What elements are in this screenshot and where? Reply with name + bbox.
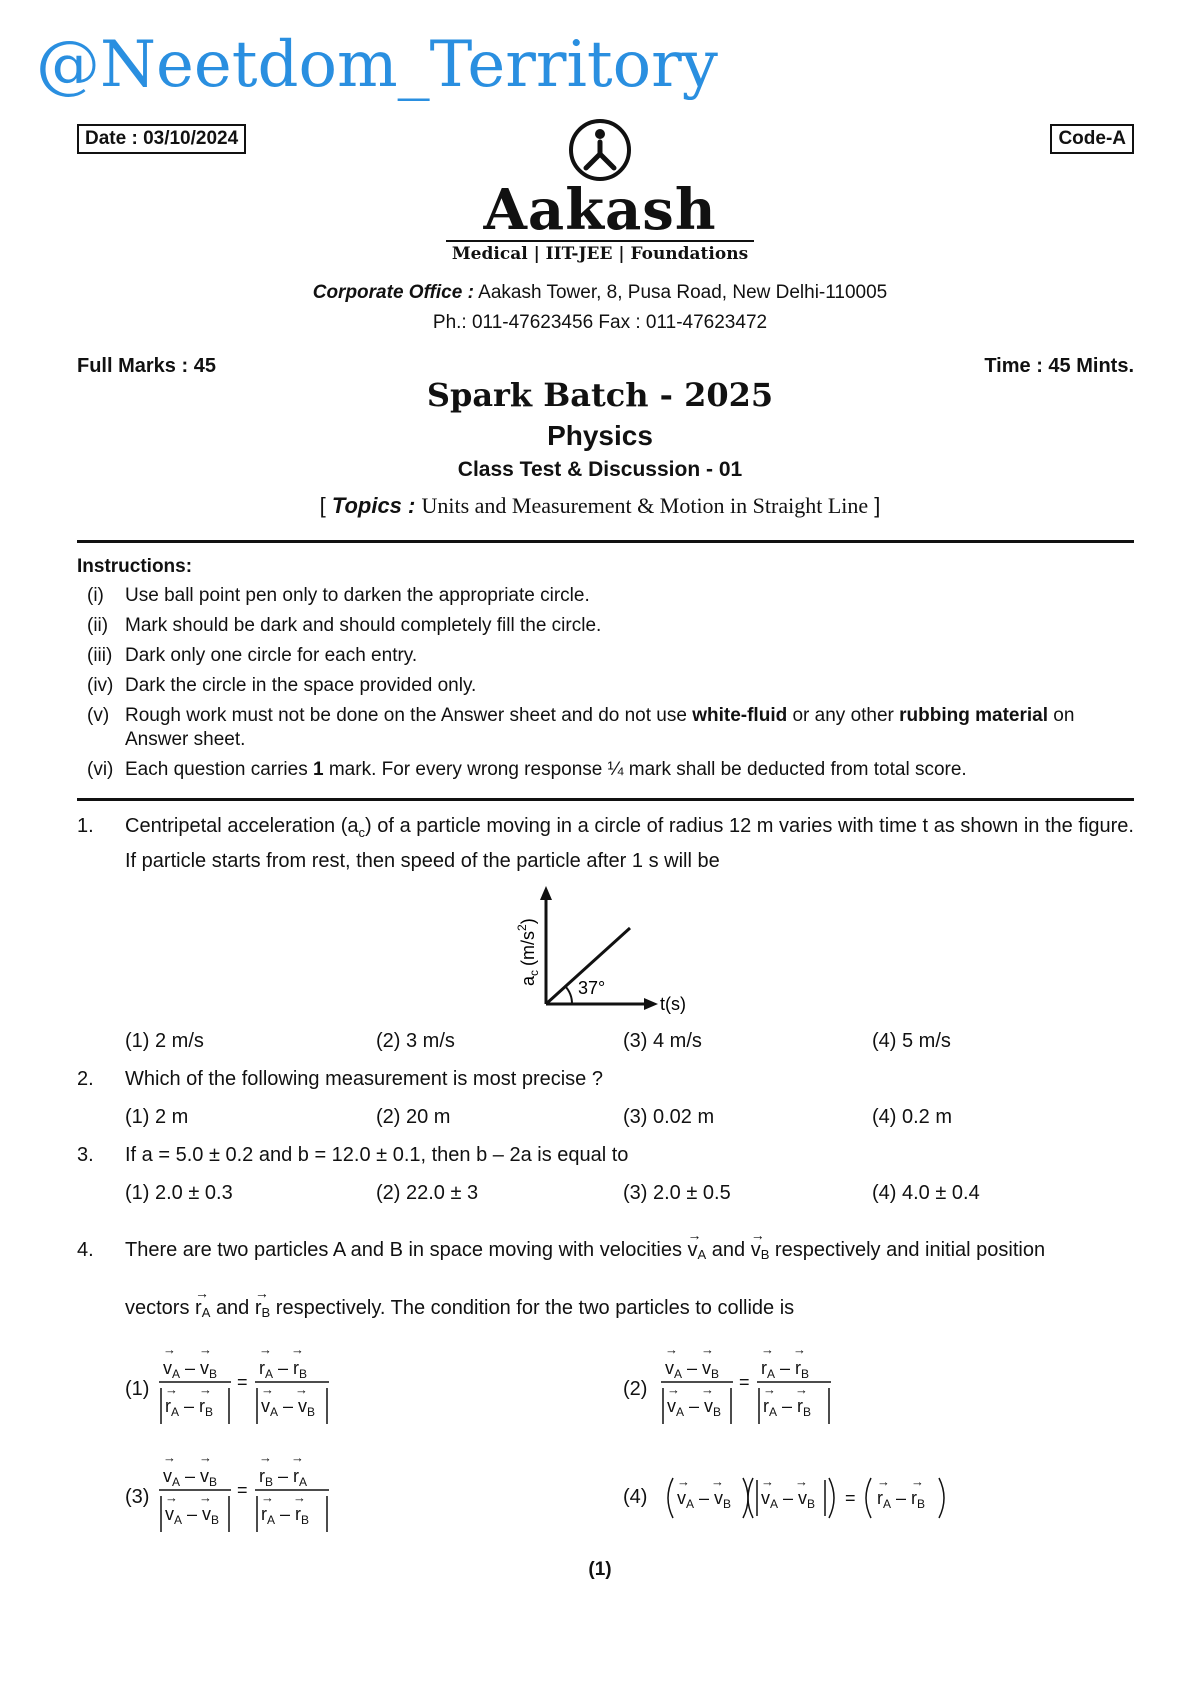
svg-text:=: = xyxy=(237,1480,248,1500)
instruction-num: (iii) xyxy=(87,645,113,666)
time-limit: Time : 45 Mints. xyxy=(984,355,1134,377)
option[interactable]: (3) 2.0 ± 0.5 xyxy=(623,1182,731,1204)
option[interactable]: (1) 2 m/s xyxy=(125,1030,204,1052)
instruction-text: Dark only one circle for each entry. xyxy=(125,645,418,666)
instruction-num: (vi) xyxy=(87,759,114,780)
svg-text:→: → xyxy=(199,1382,212,1397)
svg-text:ac(m/s2): $a_c(m/s^2)$ xyxy=(515,918,541,986)
svg-text:→: → xyxy=(911,1474,924,1489)
office-label: Corporate Office : xyxy=(312,282,474,303)
divider xyxy=(77,540,1134,543)
svg-text:→: → xyxy=(199,1490,212,1505)
watermark: @Neetdom_Territory xyxy=(36,28,718,102)
corporate-office xyxy=(0,282,1200,304)
angle-arc xyxy=(565,986,572,1004)
svg-text:→: → xyxy=(293,1490,306,1505)
formula-icon xyxy=(159,1340,359,1436)
option[interactable]: (1) 2 m xyxy=(125,1106,189,1128)
office-address: Aakash Tower, 8, Pusa Road, New Delhi-110005 xyxy=(478,282,888,303)
instruction-text: Mark should be dark and should completely fill the circle. xyxy=(125,615,602,636)
phone-fax: Ph.: 011-47623456 Fax : 011-47623472 xyxy=(432,312,768,333)
question-number: 3. xyxy=(77,1144,94,1166)
formula-icon xyxy=(661,1340,861,1436)
subject-title: Physics xyxy=(547,420,653,451)
svg-text:rA – rB: $r_A - r_B$ xyxy=(261,1504,310,1527)
topics-line: [ Topics : Units and Measurement & Motion in Straight Line ] xyxy=(319,493,881,518)
instruction-num: (i) xyxy=(87,585,104,606)
svg-text:→: → xyxy=(793,1342,806,1357)
svg-text:→: → xyxy=(261,1490,274,1505)
option[interactable]: (4) 5 m/s xyxy=(872,1030,951,1052)
x-axis-arrow-icon xyxy=(644,998,658,1010)
instruction-num: (v) xyxy=(87,705,110,726)
option[interactable]: (1) 2.0 ± 0.3 xyxy=(125,1182,233,1204)
question-4-line-2 xyxy=(77,1294,1134,1323)
svg-text:vA – vB: $v_A - v_B$ xyxy=(163,1466,218,1489)
instructions-heading: Instructions: xyxy=(77,556,193,577)
instruction-item xyxy=(77,704,1134,752)
question-text: If a = 5.0 ± 0.2 and b = 12.0 ± 0.1, then b – 2a is equal to xyxy=(125,1144,629,1166)
svg-text:→: → xyxy=(291,1342,304,1357)
svg-text:rA – rB: $r_A - r_B$ xyxy=(165,1396,214,1419)
option[interactable]: (3) 0.02 m xyxy=(623,1106,715,1128)
svg-text:→: → xyxy=(701,1342,714,1357)
instruction-item xyxy=(77,614,1134,638)
full-marks: Full Marks : 45 xyxy=(77,355,216,377)
question-number: 4. xyxy=(77,1239,94,1261)
question-2 xyxy=(77,1065,1134,1094)
svg-text:→: → xyxy=(291,1450,304,1465)
question-3 xyxy=(77,1141,1134,1170)
svg-text:→: → xyxy=(701,1382,714,1397)
brand-tagline: Medical | IIT-JEE | Foundations xyxy=(446,240,754,264)
aakash-emblem-icon xyxy=(568,118,632,182)
svg-text:→: → xyxy=(761,1342,774,1357)
svg-text:→: → xyxy=(795,1382,808,1397)
svg-text:→: → xyxy=(877,1474,890,1489)
aakash-logo xyxy=(0,118,1200,264)
instruction-text: Rough work must not be done on the Answer sheet and do not use white-fluid or any other rubbing material on Answer sheet. xyxy=(125,705,1075,750)
svg-text:=: = xyxy=(739,1372,750,1392)
y-axis-arrow-icon xyxy=(540,886,552,900)
svg-text:→: → xyxy=(199,1342,212,1357)
svg-text:→: → xyxy=(261,1382,274,1397)
svg-text:→: → xyxy=(667,1382,680,1397)
formula-icon xyxy=(661,1448,961,1544)
acceleration-time-graph xyxy=(510,880,686,1020)
formula-icon xyxy=(159,1448,359,1544)
option[interactable]: (4) 4.0 ± 0.4 xyxy=(872,1182,980,1204)
exam-page: @Neetdom_Territory Date : 03/10/2024 Code-A Aakash Medical | IIT-JEE | Foundations Corporate Office : Aakash Tower, 8, Pusa Road, New Delhi-110005 Ph.: 011-47623456 Fax : 011-47623472 Full Marks : 45 Time : 45 Mints. Spark Batch - 2025 Physics Class Test & Discussion - 01 [ Topics : Units and Measurement & Motion in Straight Line ] Instructions: (i) Use ball point pen only to darken the appropriate circle. (ii) Mark should be dark and should completely fill the circle. (iii) Dark only one circle for each entry. (iv) Dark the circle in the space provided only. (v) Rough work must not be done on the Answer sheet and do not use white-fluid or any other rubbing material on Answer sheet. (vi) Each question carries 1 mark. For every wrong response ¼ mark shall be deducted from total score. 1. Centripetal acceleration $(a_c)$ of a particle moving in a circle of radius 12 m varies with time t as shown in the figure. If particle starts from rest, then speed of the particle after 1 s will be 37° t(s) $a_c(m/s^2)$ (1) 2 m/s (2) 3 m/s (3) 4 m/s (4) 5 m/s 2. Which of the following measurement is most precise ? (1) 2 m (2) 20 m (3) 0.02 m (4) 0.2 m 3. If a = 5.0 ± 0.2 and b = 12.0 ± 0.1, then b – 2a is equal to (1) 2.0 ± 0.3 (2) 22.0 ± 3 (3) 2.0 ± 0.5 (4) 4.0 ± 0.4 4. There are two particles A and B in space moving with velocities → $v_A$ and → $v_B$ respectively and initial position vectors → $r_A$ and → $r_B$ respectively. The condition for the two particles to collide is (1) $v_A - v_B$ → → $r_A - r_B$ → → = $r_A - r_B$ → → $v_A - v_B$ → → (2) $v_A - v_B$ → → $v_A - v_B$ → → = $r_A - r_B$ → → $r_A - r_B$ → → (3) $v_A - v_B$ → → $v_A - v_B$ → → = $r_B - r_A$ → → $r_A - r_B$ → → (4) $v_A - v_B$ → → $v_A - v_B$ → → = $r_A - r_B$ → → (1) xyxy=(0,0,1200,1698)
svg-text:vA – vB: $v_A - v_B$ xyxy=(165,1504,220,1527)
svg-text:→: → xyxy=(665,1342,678,1357)
option[interactable]: (3) 4 m/s xyxy=(623,1030,702,1052)
svg-text:→: → xyxy=(165,1382,178,1397)
brand-name: Aakash xyxy=(483,177,717,243)
svg-text:→: → xyxy=(795,1474,808,1489)
topics-label: Topics : xyxy=(331,493,416,518)
instruction-text: Use ball point pen only to darken the appropriate circle. xyxy=(125,585,590,606)
svg-text:vA – vB: $v_A - v_B$ xyxy=(667,1396,722,1419)
instruction-item xyxy=(77,584,1134,608)
batch-title: Spark Batch - 2025 xyxy=(426,376,774,414)
test-name: Class Test & Discussion - 01 xyxy=(457,458,743,481)
topics-value: Units and Measurement & Motion in Straight Line xyxy=(421,493,869,518)
instruction-num: (ii) xyxy=(87,615,109,636)
instruction-num: (iv) xyxy=(87,675,114,696)
page-number: (1) xyxy=(588,1559,612,1580)
svg-text:→: → xyxy=(711,1474,724,1489)
y-axis-label xyxy=(515,918,541,986)
instruction-text: Dark the circle in the space provided only. xyxy=(125,675,477,696)
option[interactable]: (2) 22.0 ± 3 xyxy=(376,1182,479,1204)
svg-text:→: → xyxy=(761,1474,774,1489)
instruction-item xyxy=(77,758,1134,782)
question-text: There are two particles A and B in space moving with velocities → $v_A$ and → $v_B$ respectively and initial position xyxy=(125,1236,1134,1269)
svg-text:→: → xyxy=(163,1342,176,1357)
svg-text:→: → xyxy=(259,1342,272,1357)
svg-text:vA – vB: $v_A - v_B$ xyxy=(677,1488,732,1511)
instruction-text: Each question carries 1 mark. For every wrong response ¼ mark shall be deducted from total score. xyxy=(125,759,967,780)
svg-text:rB – rA: $r_B - r_A$ xyxy=(259,1466,308,1489)
instruction-item xyxy=(77,674,1134,698)
svg-text:vA – vB: $v_A - v_B$ xyxy=(163,1358,218,1381)
svg-text:vA – vB: $v_A - v_B$ xyxy=(761,1488,816,1511)
date-box: Date : 03/10/2024 xyxy=(77,124,246,154)
svg-text:vA – vB: $v_A - v_B$ xyxy=(665,1358,720,1381)
question-number: 1. xyxy=(77,815,94,837)
svg-text:rA – rB: $r_A - r_B$ xyxy=(763,1396,812,1419)
question-text: Which of the following measurement is most precise ? xyxy=(125,1068,603,1090)
svg-text:rA – rB: $r_A - r_B$ xyxy=(761,1358,810,1381)
svg-text:=: = xyxy=(237,1372,248,1392)
svg-text:rA – rB: $r_A - r_B$ xyxy=(877,1488,926,1511)
question-4 xyxy=(77,1236,1134,1265)
angle-label: 37° xyxy=(578,978,606,998)
question-text: Centripetal acceleration $(a_c)$ of a particle moving in a circle of radius 12 m varies with time t as shown in the figure. If particle starts from rest, then speed of the particle after 1 s will be xyxy=(125,815,1134,872)
svg-text:=: = xyxy=(845,1488,856,1508)
option[interactable]: (4) 0.2 m xyxy=(872,1106,953,1128)
question-1 xyxy=(77,812,1134,872)
option[interactable]: (2) 3 m/s xyxy=(376,1030,455,1052)
instruction-item xyxy=(77,644,1134,668)
svg-text:→: → xyxy=(677,1474,690,1489)
svg-text:→: → xyxy=(295,1382,308,1397)
svg-text:→: → xyxy=(199,1450,212,1465)
svg-text:→: → xyxy=(259,1450,272,1465)
svg-text:→: → xyxy=(163,1450,176,1465)
svg-text:rA – rB: $r_A - r_B$ xyxy=(259,1358,308,1381)
svg-text:→: → xyxy=(763,1382,776,1397)
x-axis-label: t(s) xyxy=(660,994,686,1014)
svg-text:→: → xyxy=(165,1490,178,1505)
option[interactable]: (2) 20 m xyxy=(376,1106,451,1128)
question-text: vectors → $r_A$ and → $r_B$ respectively. The condition for the two particles to collide is xyxy=(125,1294,1134,1327)
question-number: 2. xyxy=(77,1068,94,1090)
code-box: Code-A xyxy=(1050,124,1134,154)
divider xyxy=(77,798,1134,801)
svg-text:vA – vB: $v_A - v_B$ xyxy=(261,1396,316,1419)
